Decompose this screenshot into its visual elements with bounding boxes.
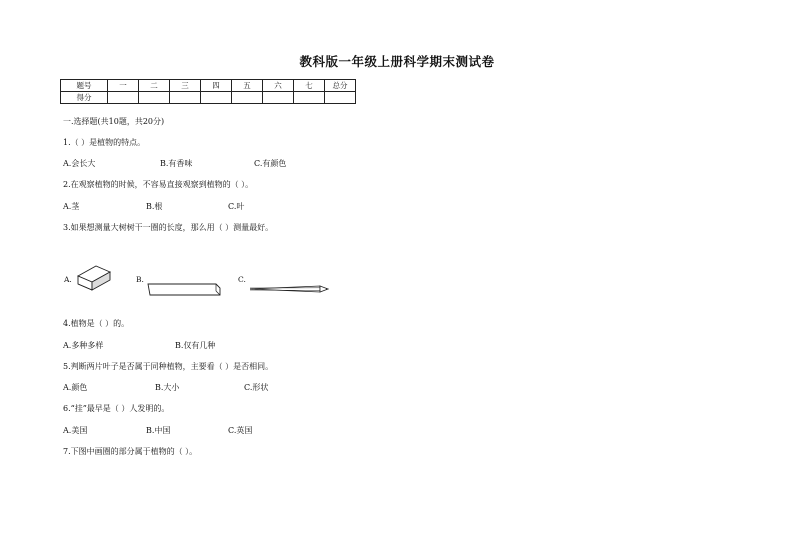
- score-table-header-row: [61, 80, 356, 92]
- question-6: 6.“挂”最早是（ ）人发明的。: [63, 404, 170, 413]
- q4-option-a: A.多种多样: [63, 341, 104, 350]
- score-header-cell: 五: [232, 80, 263, 92]
- score-cell: [263, 92, 294, 104]
- q1-option-b: B.有香味: [160, 159, 193, 168]
- score-header-cell: 二: [139, 80, 170, 92]
- q6-option-b: B.中国: [146, 426, 171, 435]
- q2-option-c: C.叶: [228, 202, 245, 211]
- score-cell: [201, 92, 232, 104]
- q2-option-b: B.根: [146, 202, 163, 211]
- q1-option-a: A.会长大: [63, 159, 96, 168]
- score-cell: [170, 92, 201, 104]
- q6-option-c: C.英国: [228, 426, 253, 435]
- q5-option-b: B.大小: [155, 383, 180, 392]
- q1-option-c: C.有颜色: [254, 159, 287, 168]
- score-cell: [108, 92, 139, 104]
- score-cell: [139, 92, 170, 104]
- question-2: 2.在观察植物的时候，不容易直接观察到植物的（ ）。: [63, 180, 254, 189]
- section-heading: 一.选择题(共10题，共20分): [63, 117, 165, 126]
- q5-option-c: C.形状: [244, 383, 269, 392]
- question-1: 1.（ ）是植物的特点。: [63, 138, 146, 147]
- score-header-cell: 六: [263, 80, 294, 92]
- q5-option-a: A.颜色: [63, 383, 88, 392]
- question-4: 4.植物是（ ）的。: [63, 319, 130, 328]
- score-header-cell: 题号: [61, 80, 108, 92]
- score-header-cell: 四: [201, 80, 232, 92]
- score-header-cell: 一: [108, 80, 139, 92]
- score-row-label: 得分: [61, 92, 108, 104]
- q3-option-b-label: B.: [136, 275, 144, 284]
- pencil-icon: [248, 283, 332, 295]
- score-header-cell: 三: [170, 80, 201, 92]
- score-header-cell: 七: [294, 80, 325, 92]
- q6-option-a: A.美国: [63, 426, 88, 435]
- score-table-score-row: [61, 92, 356, 104]
- q3-option-c-label: C.: [238, 275, 246, 284]
- question-7: 7.下图中画圈的部分属于植物的（ ）。: [63, 447, 198, 456]
- question-5: 5.判断两片叶子是否属于同种植物，主要看（ ）是否相同。: [63, 362, 274, 371]
- score-cell: [294, 92, 325, 104]
- page-title: 教科版一年级上册科学期末测试卷: [299, 54, 495, 69]
- score-cell: [325, 92, 356, 104]
- question-3: 3.如果想测量大树树干一圈的长度，那么用（ ）测量最好。: [63, 223, 274, 232]
- q2-option-a: A.茎: [63, 202, 80, 211]
- ruler-icon: [144, 280, 224, 296]
- q3-option-a-label: A.: [64, 275, 72, 284]
- score-cell: [232, 92, 263, 104]
- score-table: [60, 79, 356, 104]
- eraser-icon: [74, 262, 114, 292]
- q4-option-b: B.仅有几种: [175, 341, 216, 350]
- score-header-cell: 总分: [325, 80, 356, 92]
